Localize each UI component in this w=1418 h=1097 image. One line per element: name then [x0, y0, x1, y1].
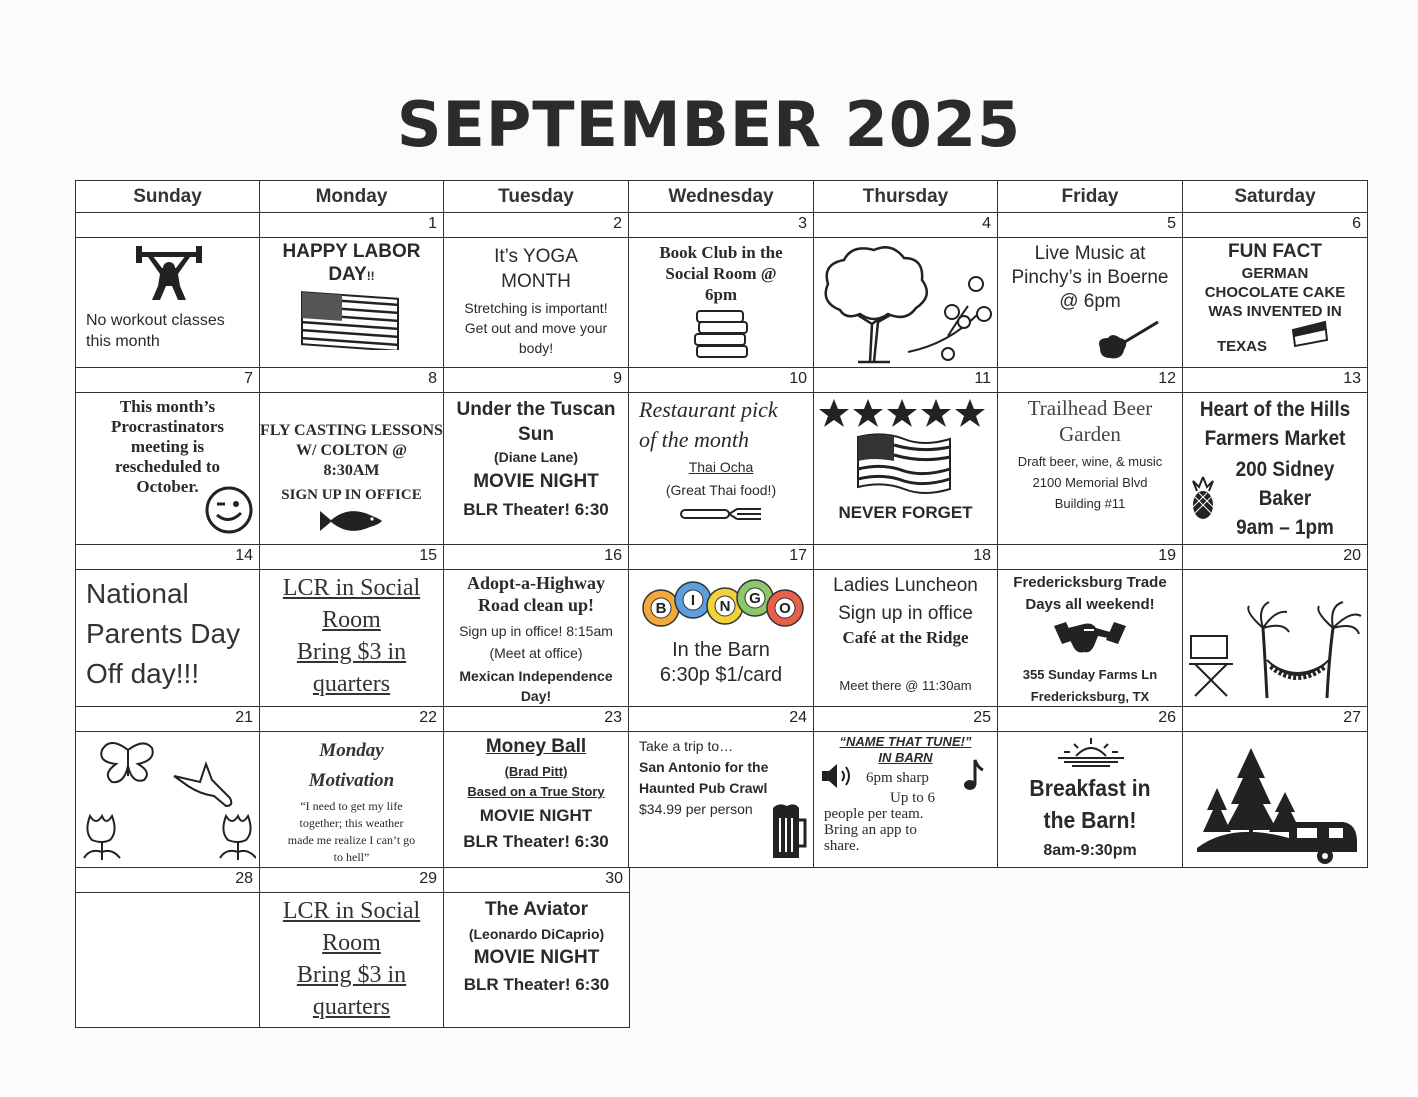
- event-text: Sign up in office! 8:15am: [459, 623, 613, 639]
- event-title: FLY CASTING LESSONS: [260, 422, 443, 439]
- event-text: (Brad Pitt): [504, 764, 568, 779]
- event-title: Monday: [319, 740, 384, 761]
- event-text: CHOCOLATE CAKE: [1204, 284, 1346, 301]
- event-text: This month’s: [119, 397, 216, 416]
- event-title: Heart of the Hills: [1199, 398, 1351, 421]
- event-title: the Barn!: [1043, 807, 1137, 833]
- day-cell-9: [443, 392, 629, 545]
- books-icon: [693, 310, 751, 360]
- event-text: No workout classes: [86, 312, 225, 329]
- event-title: Trailhead Beer: [1027, 396, 1153, 420]
- day-number: 2: [443, 212, 629, 238]
- american-flag-icon: [300, 290, 402, 350]
- event-text: this month: [86, 333, 160, 350]
- day-cell-7: [75, 392, 260, 545]
- day-cell-12: [997, 392, 1183, 545]
- quote-text: made me realize I can’t go: [287, 833, 416, 847]
- event-title: quarters: [312, 994, 391, 1020]
- event-text: (Leonardo DiCaprio): [468, 926, 605, 942]
- event-title: 8:30AM: [323, 462, 380, 479]
- event-title: Bring $3 in: [296, 962, 407, 988]
- day-number: 3: [628, 212, 814, 238]
- movie-title: The Aviator: [484, 899, 589, 920]
- day-cell-3: [628, 237, 814, 368]
- event-text: 200 Sidney: [1235, 458, 1335, 481]
- event-title: LCR in Social: [282, 898, 421, 924]
- event-title: Breakfast in: [1029, 775, 1151, 801]
- fish-icon: [318, 507, 384, 535]
- weekday-monday: Monday: [259, 180, 444, 213]
- day-cell-13: [1182, 392, 1368, 545]
- event-text: Stretching is important!: [464, 300, 608, 316]
- day-cell-8: [259, 392, 444, 545]
- weekday-friday: Friday: [997, 180, 1183, 213]
- event-title: LCR in Social: [282, 575, 421, 601]
- weekday-thursday: Thursday: [813, 180, 998, 213]
- event-title: Room: [322, 607, 381, 633]
- day-cell-30: [443, 892, 630, 1028]
- day-number: 27: [1182, 706, 1368, 732]
- day-cell-29: [259, 892, 444, 1028]
- day-number: 30: [443, 867, 630, 893]
- event-title: Pinchy’s in Boerne: [1011, 267, 1169, 288]
- event-text: BLR Theater! 6:30: [463, 832, 609, 851]
- day-cell-22: [259, 731, 444, 868]
- event-text: 2100 Memorial Blvd: [1032, 475, 1148, 490]
- beach-chair-and-hammock-icon: [1187, 598, 1367, 700]
- event-text: Procrastinators: [111, 417, 224, 436]
- event-text: Day!: [520, 688, 552, 704]
- quote-text: to hell”: [333, 850, 370, 864]
- day-number: 22: [259, 706, 444, 732]
- event-title: National: [86, 578, 189, 609]
- day-number: 15: [259, 544, 444, 570]
- event-text: MOVIE NIGHT: [473, 471, 599, 492]
- day-cell-16: [443, 569, 629, 707]
- event-text: BLR Theater! 6:30: [463, 500, 609, 519]
- event-text: 8am-9:30pm: [1043, 842, 1137, 859]
- event-text: GERMAN: [1241, 265, 1309, 282]
- day-cell-17: [628, 569, 814, 707]
- day-number: 7: [75, 367, 260, 393]
- event-text: Up to 6: [890, 790, 935, 806]
- event-text: TEXAS: [1217, 338, 1268, 355]
- day-cell-4: [813, 237, 998, 368]
- event-title: Road clean up!: [477, 595, 594, 615]
- event-text: MOVIE NIGHT: [473, 947, 600, 968]
- day-number: 18: [813, 544, 998, 570]
- day-cell-10: [628, 392, 814, 545]
- event-title: Restaurant pick: [639, 397, 778, 422]
- day-cell-26: [997, 731, 1183, 868]
- event-text: Bring an app to: [824, 822, 917, 838]
- event-text: 6pm sharp: [866, 770, 929, 786]
- event-title: Adopt-a-Highway: [466, 573, 605, 593]
- event-text: WAS INVENTED IN: [1208, 303, 1342, 320]
- event-text: Draft beer, wine, & music: [1017, 454, 1163, 469]
- sunrise-icon: [1054, 738, 1128, 768]
- day-cell-24: [628, 731, 814, 868]
- event-title: Bring $3 in: [296, 639, 407, 665]
- event-title: It’s YOGA: [494, 246, 578, 267]
- speaker-icon: [820, 762, 854, 790]
- guitar-icon: [1096, 318, 1162, 360]
- day-cell-1: [259, 237, 444, 368]
- weekday-wednesday: Wednesday: [628, 180, 814, 213]
- day-number: 29: [259, 867, 444, 893]
- weekday-saturday: Saturday: [1182, 180, 1368, 213]
- day-cell-14: [75, 569, 260, 707]
- event-text: share.: [824, 838, 860, 854]
- event-text: 6:30p $1/card: [659, 664, 783, 686]
- day-cell-5: [997, 237, 1183, 368]
- event-text: body!: [518, 340, 554, 356]
- bingo-letter: B: [655, 600, 667, 617]
- event-text: October.: [136, 477, 199, 496]
- event-text: Take a trip to…: [639, 738, 734, 754]
- camping-trees-trailer-icon: [1197, 748, 1361, 864]
- day-cell-23: [443, 731, 629, 868]
- day-number: 10: [628, 367, 814, 393]
- event-title: Off day!!!: [86, 658, 200, 689]
- event-text: MOVIE NIGHT: [479, 806, 593, 825]
- winking-smiley-icon: [204, 485, 254, 535]
- day-number: 13: [1182, 367, 1368, 393]
- event-title-suffix: !!: [366, 269, 375, 283]
- event-title: HAPPY LABOR DAY: [282, 241, 421, 285]
- fork-icon: [679, 505, 763, 523]
- event-text: SIGN UP IN OFFICE: [281, 487, 422, 503]
- weekday-tuesday: Tuesday: [443, 180, 629, 213]
- day-number: 11: [813, 367, 998, 393]
- day-number: 24: [628, 706, 814, 732]
- event-text: Get out and move your: [464, 320, 608, 336]
- day-number: 9: [443, 367, 629, 393]
- bingo-letter: I: [690, 592, 696, 609]
- event-text: Café at the Ridge: [842, 628, 969, 647]
- movie-title: Sun: [518, 424, 554, 445]
- event-text: Building #11: [1054, 496, 1126, 511]
- bingo-letter: N: [719, 598, 731, 615]
- event-text: rescheduled to: [115, 457, 220, 476]
- event-text: BLR Theater! 6:30: [463, 975, 610, 994]
- quote-text: “I need to get my life: [300, 799, 403, 813]
- event-text: (Great Thai food!): [665, 482, 777, 498]
- day-cell-27: [1182, 731, 1368, 868]
- restaurant-name: Thai Ocha: [688, 459, 754, 475]
- pineapple-icon: [1189, 475, 1217, 521]
- calendar-title: SEPTEMBER 2025: [396, 88, 1022, 161]
- day-cell-workout: [75, 237, 260, 368]
- stars-row-icon: [818, 397, 994, 429]
- event-title: Fredericksburg Trade: [1013, 574, 1167, 591]
- event-title: Live Music at: [1034, 243, 1146, 264]
- event-title: Sign up in office: [838, 603, 973, 624]
- event-title: Parents Day: [86, 618, 241, 649]
- event-title: of the month: [639, 427, 749, 452]
- event-text: $34.99 per person: [639, 801, 753, 817]
- day-number: 1: [259, 212, 444, 238]
- event-title: W/ COLTON @: [296, 442, 407, 459]
- event-text: Baker: [1258, 487, 1312, 510]
- day-number: 25: [813, 706, 998, 732]
- day-cell-21: [75, 731, 260, 868]
- butterfly-bird-tulips-icon: [80, 736, 256, 864]
- day-cell-15: [259, 569, 444, 707]
- music-note-icon: [962, 758, 984, 792]
- day-number: 12: [997, 367, 1183, 393]
- event-title: MONTH: [501, 271, 571, 292]
- day-cell-20: [1182, 569, 1368, 707]
- day-number: 20: [1182, 544, 1368, 570]
- american-flag-icon: [854, 431, 954, 497]
- day-number: 4: [813, 212, 998, 238]
- day-number: 28: [75, 867, 260, 893]
- day-number: 14: [75, 544, 260, 570]
- event-title: Ladies Luncheon: [833, 575, 978, 596]
- event-title: @ 6pm: [1059, 291, 1121, 312]
- quote-text: together; this weather: [299, 816, 404, 830]
- day-number: 26: [997, 706, 1183, 732]
- event-text: (Diane Lane): [493, 449, 578, 465]
- event-title: FUN FACT: [1228, 241, 1322, 262]
- event-text: (Meet at office): [489, 645, 583, 661]
- bingo-letter: O: [779, 600, 791, 617]
- day-number: 23: [443, 706, 629, 732]
- day-number: 5: [997, 212, 1183, 238]
- event-title: Room: [322, 930, 381, 956]
- day-number: 16: [443, 544, 629, 570]
- event-title: San Antonio for the: [639, 759, 769, 775]
- event-text: meeting is: [130, 437, 205, 456]
- tree-and-blossoms-icon: [818, 244, 996, 366]
- day-number-empty: [75, 212, 260, 238]
- event-text: Based on a True Story: [467, 784, 605, 799]
- event-title: Social Room @: [665, 264, 777, 283]
- movie-title: Under the Tuscan: [456, 399, 616, 420]
- bingo-balls-icon: [639, 578, 805, 630]
- day-number: 21: [75, 706, 260, 732]
- day-number: 19: [997, 544, 1183, 570]
- event-title: quarters: [312, 671, 391, 697]
- event-title: Days all weekend!: [1025, 596, 1155, 613]
- event-title: Motivation: [308, 770, 395, 791]
- day-cell-25: [813, 731, 998, 868]
- movie-title: Money Ball: [485, 736, 587, 757]
- event-title: Garden: [1059, 422, 1121, 446]
- bingo-letter: G: [749, 590, 761, 607]
- weightlifter-icon: [134, 246, 204, 302]
- handshake-icon: [1054, 620, 1126, 658]
- event-title: Book Club in the: [659, 243, 783, 262]
- day-cell-28: [75, 892, 260, 1028]
- event-text: Fredericksburg, TX: [1030, 689, 1150, 704]
- weekday-sunday: Sunday: [75, 180, 260, 213]
- event-text: Meet there @ 11:30am: [839, 678, 972, 693]
- event-title: Farmers Market: [1204, 427, 1346, 450]
- event-title: IN BARN: [878, 750, 933, 765]
- day-cell-11: [813, 392, 998, 545]
- day-number: 17: [628, 544, 814, 570]
- event-text: people per team.: [824, 806, 924, 822]
- event-title: Haunted Pub Crawl: [639, 780, 768, 796]
- day-cell-6: [1182, 237, 1368, 368]
- day-number: 8: [259, 367, 444, 393]
- day-number: 6: [1182, 212, 1368, 238]
- day-cell-2: [443, 237, 629, 368]
- event-text: 9am – 1pm: [1236, 516, 1334, 539]
- day-cell-19: [997, 569, 1183, 707]
- event-text: 355 Sunday Farms Ln: [1022, 667, 1158, 682]
- event-title: 6pm: [704, 285, 738, 304]
- event-title: “NAME THAT TUNE!”: [839, 734, 972, 749]
- event-title: NEVER FORGET: [838, 503, 973, 522]
- beer-mug-icon: [769, 802, 807, 860]
- cake-slice-icon: [1289, 320, 1331, 348]
- event-text: Mexican Independence: [459, 668, 613, 684]
- event-text: In the Barn: [672, 639, 770, 661]
- day-cell-18: [813, 569, 998, 707]
